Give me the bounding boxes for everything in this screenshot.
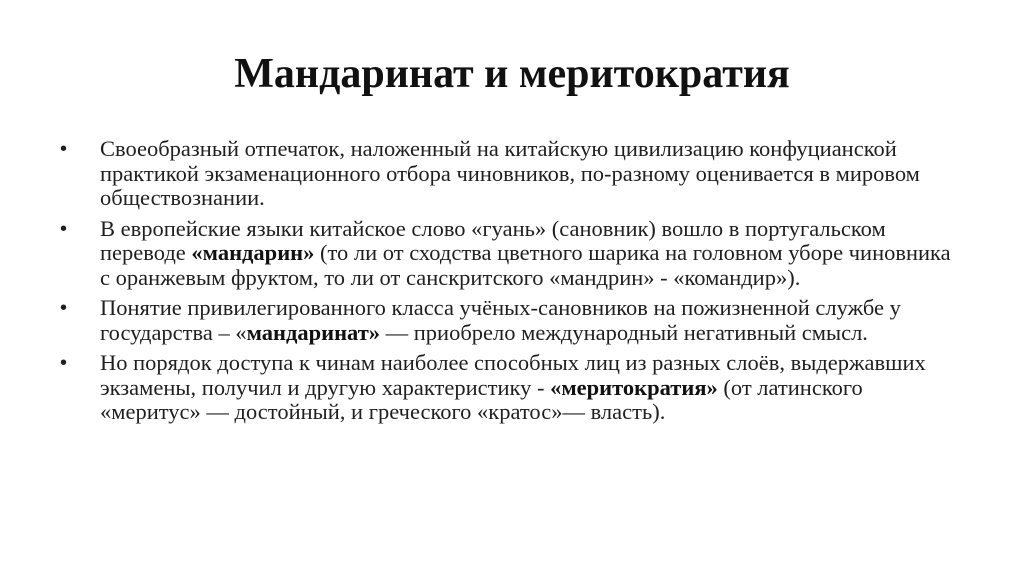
- bullet-term: мандаринат»: [246, 319, 381, 345]
- bullet-marker: •: [60, 352, 68, 374]
- bullet-text: Понятие привилегированного класса учёных-сановников на пожизненной службе у государства – «: [100, 295, 901, 345]
- bullet-marker: •: [60, 138, 68, 160]
- bullet-term: «меритократия»: [550, 374, 718, 400]
- bullet-item-2: [60, 217, 960, 291]
- bullet-text: Своеобразный отпечаток, наложенный на китайскую цивилизацию конфуцианской практикой экзаменационного отбора чиновников, по-разному оценивается в мировом обществознании.: [100, 136, 920, 210]
- bullet-text: В европейские языки китайское слово «гуань» (сановник) вошло в португальском переводе: [100, 215, 886, 265]
- slide-title: Мандаринат и меритократия: [234, 51, 790, 97]
- bullet-item-4: [60, 351, 960, 425]
- bullet-term: «мандарин»: [191, 240, 315, 265]
- bullet-text: Но порядок доступа к чинам наиболее способных лиц из разных слоёв, выдержавших экзамены, получил и другую характеристику -: [100, 350, 926, 400]
- bullet-marker: •: [60, 217, 68, 240]
- bullet-item-3: [60, 296, 960, 345]
- bullet-text-after: (то ли от сходства цветного шарика на головном уборе чиновника с оранжевым фруктом, то ли от санскритского «мандрин» - «командир»).: [100, 240, 951, 290]
- bullet-text-after: (от латинского «меритус» — достойный, и греческого «кратос»— власть).: [100, 374, 863, 424]
- bullet-item-1: [60, 137, 960, 211]
- bullet-list: [60, 137, 960, 431]
- bullet-text-after: — приобрело международный негативный смысл.: [380, 319, 868, 345]
- bullet-marker: •: [60, 297, 68, 319]
